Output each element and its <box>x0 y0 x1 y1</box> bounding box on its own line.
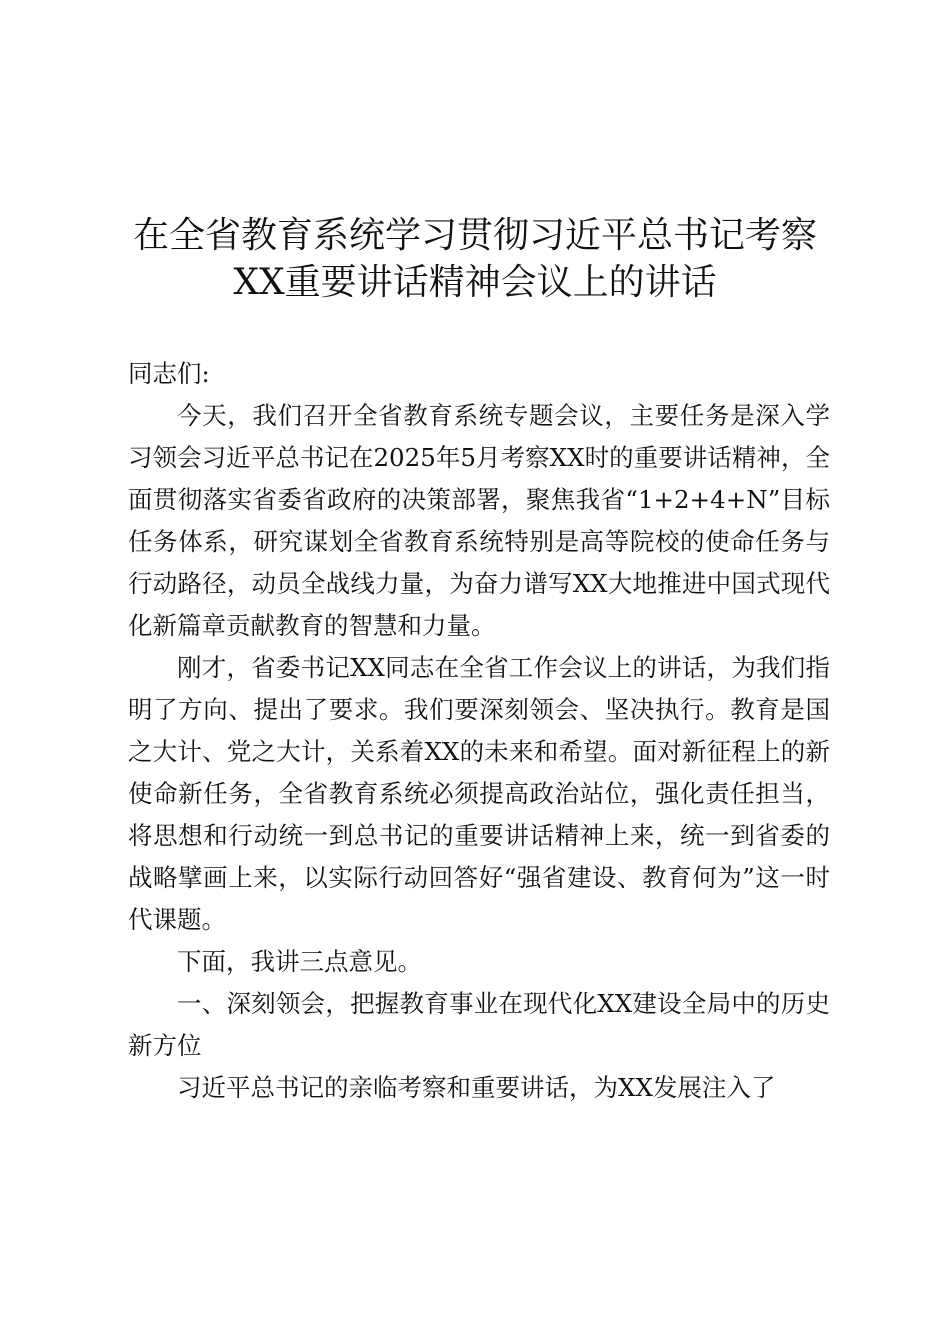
document-title <box>128 212 822 306</box>
salutation: 同志们: <box>128 359 210 388</box>
document-body <box>128 353 830 1109</box>
paragraph-section-1-start: 习近平总书记的亲临考察和重要讲话，为XX发展注入了 <box>177 1073 776 1102</box>
section-heading-1: 一、深刻领会，把握教育事业在现代化XX建设全局中的历史新方位 <box>128 989 830 1060</box>
title-line-2: XX重要讲话精神会议上的讲话 <box>233 262 717 303</box>
paragraph-outline: 下面，我讲三点意见。 <box>177 947 422 976</box>
title-line-1: 在全省教育系统学习贯彻习近平总书记考察 <box>132 215 817 256</box>
paragraph-context: 刚才，省委书记XX同志在全省工作会议上的讲话，为我们指明了方向、提出了要求。我们要深刻领会、坚决执行。教育是国之大计、党之大计，关系着XX的未来和希望。面对新征程上的新使命新任务，全省教育系统必须提高政治站位，强化责任担当，将思想和行动统一到总书记的重要讲话精神上来，统一到省委的战略擘画上来，以实际行动回答好“强省建设、教育何为”这一时代课题。 <box>128 653 830 934</box>
paragraph-opening: 今天，我们召开全省教育系统专题会议，主要任务是深入学习领会习近平总书记在2025年5月考察XX时的重要讲话精神，全面贯彻落实省委省政府的决策部署，聚焦我省“1+2+4+N”目标任务体系，研究谋划全省教育系统特别是高等院校的使命任务与行动路径，动员全战线力量，为奋力谱写XX大地推进中国式现代化新篇章贡献教育的智慧和力量。 <box>128 401 830 640</box>
